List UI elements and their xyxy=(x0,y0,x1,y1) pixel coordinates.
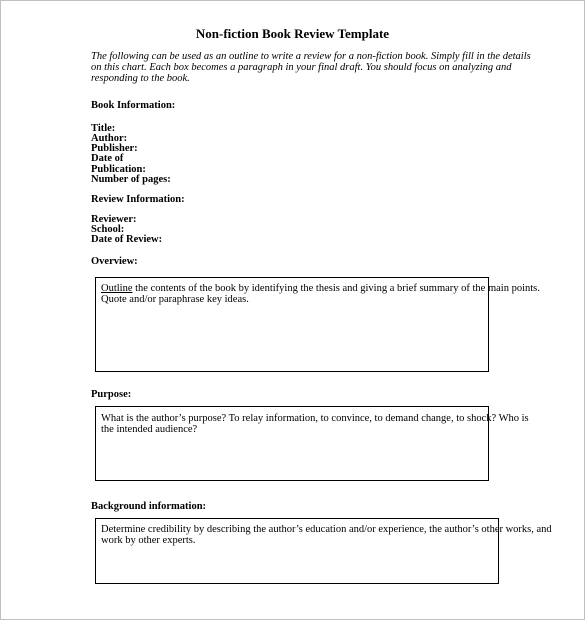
overview-line-1-rest: the contents of the book by identifying the thesis and giving a brief summary of the main points. xyxy=(132,283,540,294)
review-information-heading: Review Information: xyxy=(91,194,185,205)
field-number-of-pages: Number of pages: xyxy=(91,174,171,185)
overview-line-1 xyxy=(101,283,540,294)
background-information-label: Background information: xyxy=(91,501,207,512)
purpose-instructions xyxy=(101,413,529,435)
field-date-of-review: Date of Review: xyxy=(91,234,163,245)
field-publisher: Publisher: xyxy=(91,143,138,154)
document-title: Non-fiction Book Review Template xyxy=(195,26,390,41)
outline-underlined-word: Outline xyxy=(101,283,133,294)
intro-paragraph xyxy=(91,51,531,84)
background-line-2: work by other experts. xyxy=(101,535,196,546)
field-author: Author: xyxy=(91,133,128,144)
purpose-line-2: the intended audience? xyxy=(101,424,198,435)
field-title: Title: xyxy=(91,123,116,134)
purpose-label: Purpose: xyxy=(91,389,132,400)
field-date-of: Date of xyxy=(91,153,124,164)
field-publication: Publication: xyxy=(91,164,146,175)
intro-line: on this chart. Each box becomes a paragraph in your final draft. You should focus on analyzing and xyxy=(91,62,512,73)
purpose-line-1: What is the author’s purpose? To relay information, to convince, to demand change, to shock? Who is xyxy=(101,413,529,424)
overview-label: Overview: xyxy=(91,256,138,267)
overview-line-2: Quote and/or paraphrase key ideas. xyxy=(101,294,249,305)
intro-line: The following can be used as an outline to write a review for a non-fiction book. Simply fill in the details xyxy=(91,51,531,62)
background-line-1: Determine credibility by describing the author’s education and/or experience, the author’s other works, and xyxy=(101,524,552,535)
overview-instructions xyxy=(101,283,540,305)
intro-line: responding to the book. xyxy=(91,73,190,84)
book-information-heading: Book Information: xyxy=(91,100,176,111)
field-reviewer: Reviewer: xyxy=(91,214,137,225)
background-instructions xyxy=(101,524,552,546)
field-school: School: xyxy=(91,224,125,235)
